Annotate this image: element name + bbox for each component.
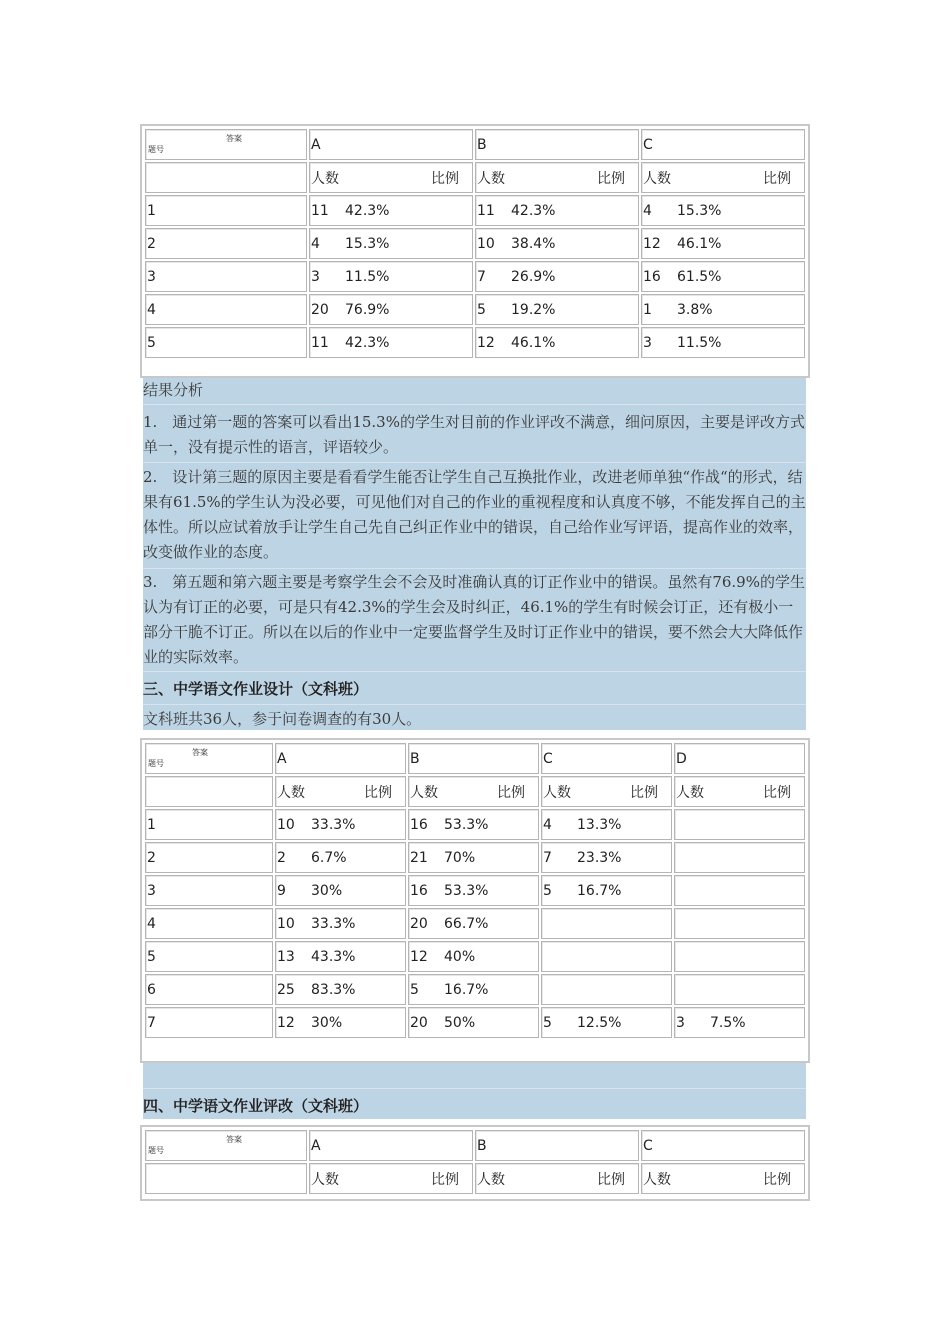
ratio-value: 6.7%	[311, 849, 347, 866]
data-cell	[475, 261, 639, 292]
analysis-paragraph-3: 3. 第五题和第六题主要是考察学生会不会及时准确认真的订正作业中的错误。虽然有76.9%的学生认为有订正的必要，可是只有42.3%的学生会及时纠正，46.1%的学生有时候会订正，还有极小一部分干脆不订正。所以在以后的作业中一定要监督学生及时订正作业中的错误，要不然会大大降低作业的实际效率。	[143, 573, 805, 666]
ratio-label: 比例	[431, 170, 459, 187]
data-cell	[541, 875, 672, 906]
ratio-value: 11.5%	[677, 334, 722, 351]
count-value: 21	[410, 849, 428, 866]
count-label: 人数	[277, 784, 305, 801]
ratio-label: 比例	[763, 784, 791, 801]
table-row	[145, 809, 805, 840]
data-cell	[275, 1007, 406, 1038]
ratio-label: 比例	[763, 170, 791, 187]
ratio-value: 30%	[311, 1014, 343, 1031]
ratio-label: 比例	[497, 784, 525, 801]
table-row	[145, 327, 805, 358]
subheader-cell	[674, 776, 805, 807]
data-cell	[408, 974, 539, 1005]
analysis-heading: 结果分析	[143, 381, 204, 399]
count-value: 1	[643, 301, 652, 318]
question-number: 3	[145, 261, 307, 292]
option-header: C	[541, 743, 672, 774]
count-value: 5	[410, 981, 419, 998]
count-label: 人数	[643, 1171, 671, 1188]
count-value: 20	[410, 915, 428, 932]
ratio-value: 12.5%	[577, 1014, 622, 1031]
option-header: B	[475, 129, 639, 160]
corner-question-label: 题号	[148, 759, 164, 768]
data-cell	[541, 908, 672, 939]
data-cell	[408, 809, 539, 840]
table-row	[145, 195, 805, 226]
ratio-label: 比例	[597, 170, 625, 187]
question-number: 3	[145, 875, 273, 906]
ratio-value: 16.7%	[577, 882, 622, 899]
empty-cell	[145, 162, 307, 193]
count-value: 7	[543, 849, 552, 866]
ratio-value: 13.3%	[577, 816, 622, 833]
data-cell	[408, 875, 539, 906]
header-row	[145, 1130, 805, 1161]
data-cell	[408, 908, 539, 939]
data-cell	[408, 941, 539, 972]
count-label: 人数	[477, 170, 505, 187]
data-cell	[275, 941, 406, 972]
ratio-value: 42.3%	[345, 202, 390, 219]
data-cell	[541, 809, 672, 840]
survey-table-2	[140, 738, 810, 1063]
corner-answer-label: 答案	[226, 1135, 242, 1144]
data-cell	[641, 195, 805, 226]
subheader-cell	[641, 162, 805, 193]
subheader-row	[145, 1163, 805, 1194]
count-label: 人数	[477, 1171, 505, 1188]
data-cell	[475, 195, 639, 226]
question-number: 4	[145, 294, 307, 325]
count-value: 4	[543, 816, 552, 833]
count-value: 25	[277, 981, 295, 998]
corner-cell	[145, 743, 273, 774]
table-row	[145, 974, 805, 1005]
corner-cell	[145, 1130, 307, 1161]
ratio-value: 61.5%	[677, 268, 722, 285]
table-row	[145, 908, 805, 939]
survey-table-1	[140, 124, 810, 378]
ratio-value: 33.3%	[311, 816, 356, 833]
section-3-title: 三、中学语文作业设计（文科班）	[143, 680, 369, 698]
table-row	[145, 875, 805, 906]
option-header: B	[408, 743, 539, 774]
corner-question-label: 题号	[148, 1146, 164, 1155]
data-cell	[309, 195, 473, 226]
data-cell	[674, 974, 805, 1005]
data-cell	[309, 261, 473, 292]
count-value: 9	[277, 882, 286, 899]
data-cell	[541, 1007, 672, 1038]
section-3-intro: 文科班共36人，参于问卷调查的有30人。	[143, 710, 422, 728]
data-cell	[541, 842, 672, 873]
option-header: B	[475, 1130, 639, 1161]
count-value: 11	[477, 202, 495, 219]
data-cell	[275, 974, 406, 1005]
subheader-cell	[475, 162, 639, 193]
count-value: 7	[477, 268, 486, 285]
ratio-value: 30%	[311, 882, 343, 899]
data-cell	[674, 1007, 805, 1038]
subheader-row	[145, 162, 805, 193]
data-cell	[641, 228, 805, 259]
ratio-value: 11.5%	[345, 268, 390, 285]
count-value: 10	[277, 915, 295, 932]
option-header: A	[309, 129, 473, 160]
ratio-value: 15.3%	[345, 235, 390, 252]
ratio-value: 7.5%	[710, 1014, 746, 1031]
ratio-value: 26.9%	[511, 268, 556, 285]
count-value: 16	[643, 268, 661, 285]
subheader-cell	[641, 1163, 805, 1194]
count-value: 5	[477, 301, 486, 318]
corner-answer-label: 答案	[192, 748, 208, 757]
ratio-value: 53.3%	[444, 882, 489, 899]
table-row	[145, 941, 805, 972]
count-label: 人数	[410, 784, 438, 801]
count-value: 12	[410, 948, 428, 965]
data-cell	[674, 908, 805, 939]
ratio-value: 33.3%	[311, 915, 356, 932]
count-value: 16	[410, 882, 428, 899]
data-cell	[275, 875, 406, 906]
section-4-title: 四、中学语文作业评改（文科班）	[143, 1097, 369, 1115]
question-number: 7	[145, 1007, 273, 1038]
ratio-value: 83.3%	[311, 981, 356, 998]
analysis-paragraph-1: 1. 通过第一题的答案可以看出15.3%的学生对目前的作业评改不满意，细问原因，主要是评改方式单一，没有提示性的语言，评语较少。	[143, 413, 805, 456]
subheader-cell	[275, 776, 406, 807]
count-value: 10	[477, 235, 495, 252]
count-value: 11	[311, 202, 329, 219]
ratio-label: 比例	[597, 1171, 625, 1188]
ratio-value: 19.2%	[511, 301, 556, 318]
question-number: 6	[145, 974, 273, 1005]
data-cell	[475, 294, 639, 325]
count-value: 10	[277, 816, 295, 833]
data-cell	[674, 875, 805, 906]
ratio-value: 15.3%	[677, 202, 722, 219]
count-value: 4	[643, 202, 652, 219]
data-cell	[641, 327, 805, 358]
data-cell	[275, 842, 406, 873]
subheader-row	[145, 776, 805, 807]
ratio-value: 16.7%	[444, 981, 489, 998]
ratio-value: 66.7%	[444, 915, 489, 932]
count-value: 3	[676, 1014, 685, 1031]
subheader-cell	[309, 1163, 473, 1194]
count-value: 11	[311, 334, 329, 351]
question-number: 1	[145, 809, 273, 840]
table-row	[145, 228, 805, 259]
data-cell	[541, 974, 672, 1005]
count-label: 人数	[643, 170, 671, 187]
option-header: A	[275, 743, 406, 774]
table-row	[145, 261, 805, 292]
option-header: A	[309, 1130, 473, 1161]
ratio-value: 70%	[444, 849, 476, 866]
option-header: D	[674, 743, 805, 774]
ratio-label: 比例	[431, 1171, 459, 1188]
count-value: 20	[311, 301, 329, 318]
ratio-value: 3.8%	[677, 301, 713, 318]
corner-cell	[145, 129, 307, 160]
data-cell	[641, 294, 805, 325]
count-value: 4	[311, 235, 320, 252]
ratio-value: 76.9%	[345, 301, 390, 318]
ratio-label: 比例	[763, 1171, 791, 1188]
count-value: 2	[277, 849, 286, 866]
ratio-value: 42.3%	[511, 202, 556, 219]
count-label: 人数	[311, 1171, 339, 1188]
count-value: 20	[410, 1014, 428, 1031]
analysis-paragraph-2: 2. 设计第三题的原因主要是看看学生能否让学生自己互换批作业，改进老师单独“作战“的形式，结果有61.5%的学生认为没必要，可见他们对自己的作业的重视程度和认真度不够，不能发挥自己的主体性。所以应试着放手让学生自己先自己纠正作业中的错误，自己给作业写评语，提高作业的效率，改变做作业的态度。	[143, 468, 806, 561]
corner-question-label: 题号	[148, 145, 164, 154]
count-value: 12	[643, 235, 661, 252]
count-label: 人数	[311, 170, 339, 187]
data-cell	[309, 294, 473, 325]
ratio-value: 50%	[444, 1014, 476, 1031]
data-cell	[475, 327, 639, 358]
count-value: 5	[543, 1014, 552, 1031]
data-cell	[674, 941, 805, 972]
option-header: C	[641, 129, 805, 160]
survey-table-3	[140, 1125, 810, 1201]
count-label: 人数	[543, 784, 571, 801]
count-value: 5	[543, 882, 552, 899]
table-row	[145, 294, 805, 325]
data-cell	[309, 228, 473, 259]
count-value: 16	[410, 816, 428, 833]
data-cell	[275, 809, 406, 840]
count-value: 12	[277, 1014, 295, 1031]
question-number: 2	[145, 842, 273, 873]
table-row	[145, 1007, 805, 1038]
question-number: 5	[145, 327, 307, 358]
ratio-label: 比例	[630, 784, 658, 801]
corner-answer-label: 答案	[226, 134, 242, 143]
data-cell	[674, 809, 805, 840]
count-value: 3	[643, 334, 652, 351]
count-label: 人数	[676, 784, 704, 801]
subheader-cell	[408, 776, 539, 807]
empty-cell	[145, 776, 273, 807]
table-row	[145, 842, 805, 873]
data-cell	[541, 941, 672, 972]
question-number: 4	[145, 908, 273, 939]
ratio-value: 38.4%	[511, 235, 556, 252]
option-header: C	[641, 1130, 805, 1161]
ratio-value: 42.3%	[345, 334, 390, 351]
ratio-value: 53.3%	[444, 816, 489, 833]
subheader-cell	[309, 162, 473, 193]
empty-cell	[145, 1163, 307, 1194]
ratio-value: 23.3%	[577, 849, 622, 866]
count-value: 12	[477, 334, 495, 351]
ratio-value: 46.1%	[511, 334, 556, 351]
data-cell	[408, 842, 539, 873]
subheader-cell	[475, 1163, 639, 1194]
header-row	[145, 743, 805, 774]
data-cell	[408, 1007, 539, 1038]
question-number: 2	[145, 228, 307, 259]
ratio-value: 40%	[444, 948, 476, 965]
header-row	[145, 129, 805, 160]
count-value: 13	[277, 948, 295, 965]
data-cell	[641, 261, 805, 292]
question-number: 5	[145, 941, 273, 972]
ratio-value: 43.3%	[311, 948, 356, 965]
subheader-cell	[541, 776, 672, 807]
data-cell	[309, 327, 473, 358]
ratio-value: 46.1%	[677, 235, 722, 252]
count-value: 3	[311, 268, 320, 285]
ratio-label: 比例	[364, 784, 392, 801]
data-cell	[275, 908, 406, 939]
data-cell	[674, 842, 805, 873]
data-cell	[475, 228, 639, 259]
question-number: 1	[145, 195, 307, 226]
